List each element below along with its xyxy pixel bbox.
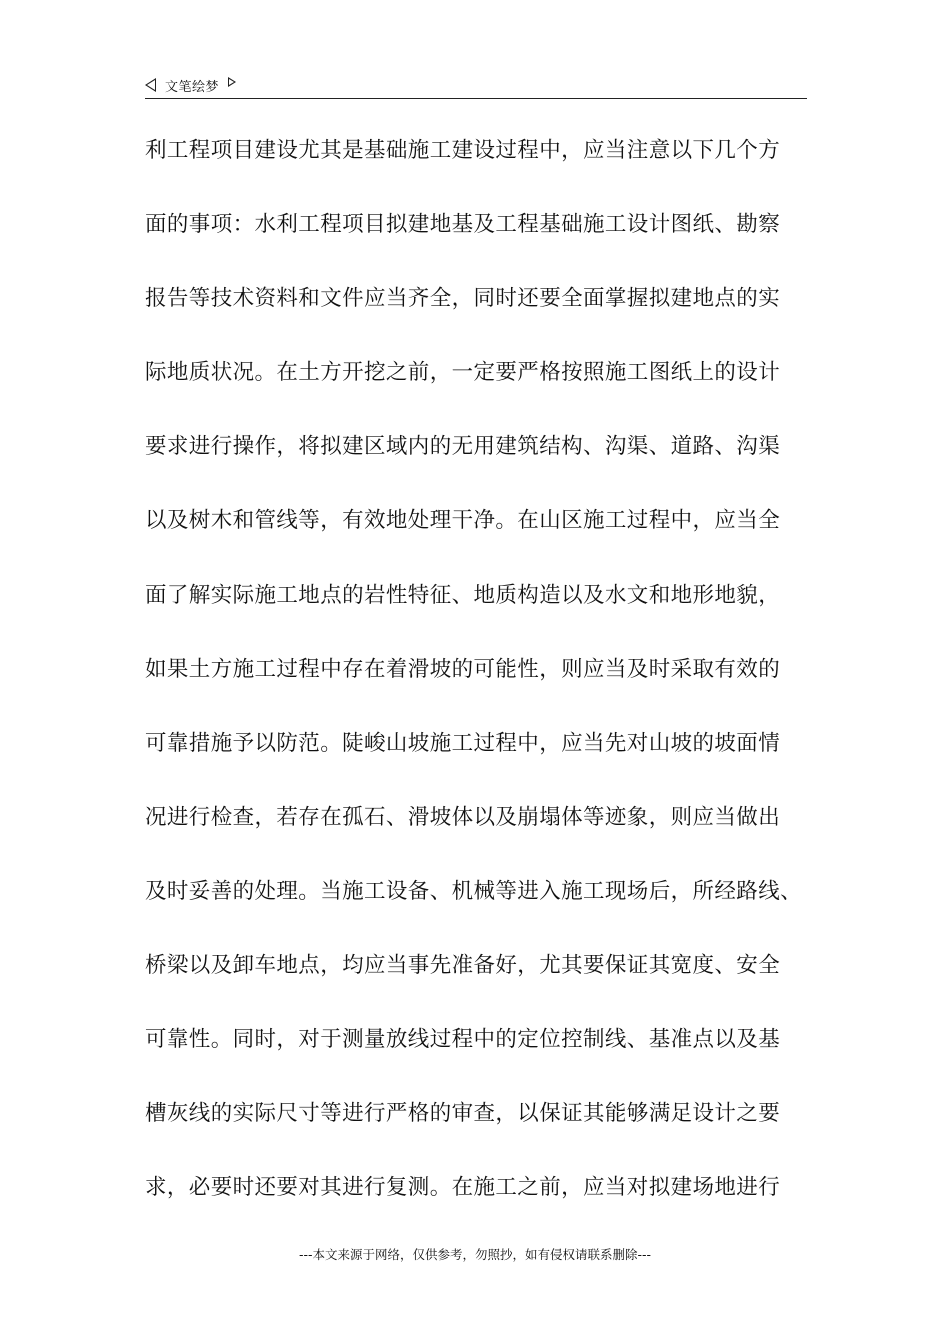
text-line: 况进行检查，若存在孤石、滑坡体以及崩塌体等迹象，则应当做出: [145, 804, 781, 830]
text-line: 可靠措施予以防范。陡峻山坡施工过程中，应当先对山坡的坡面情: [145, 730, 781, 756]
text-line: 以及树木和管线等，有效地处理干净。在山区施工过程中，应当全: [145, 508, 781, 534]
text-line: 槽灰线的实际尺寸等进行严格的审查，以保证其能够满足设计之要: [145, 1101, 781, 1127]
text-line: 可靠性。同时，对于测量放线过程中的定位控制线、基准点以及基: [145, 1027, 781, 1053]
page-footer: ---本文来源于网络，仅供参考，勿照抄，如有侵权请联系删除---: [298, 1247, 652, 1262]
text-line: 要求进行操作，将拟建区域内的无用建筑结构、沟渠、道路、沟渠: [145, 434, 781, 460]
header-row: [145, 74, 807, 96]
page-header: [145, 74, 807, 99]
right-triangle-icon: [228, 77, 236, 87]
text-line: 面的事项：水利工程项目拟建地基及工程基础施工设计图纸、勘察: [145, 212, 781, 238]
text-line: 求，必要时还要对其进行复测。在施工之前，应当对拟建场地进行: [145, 1175, 781, 1201]
text-line: 利工程项目建设尤其是基础施工建设过程中，应当注意以下几个方: [145, 138, 781, 163]
text-line: 如果土方施工过程中存在着滑坡的可能性，则应当及时采取有效的: [145, 656, 781, 682]
text-line: 面了解实际施工地点的岩性特征、地质构造以及水文和地形地貌，: [145, 582, 781, 608]
text-line: 报告等技术资料和文件应当齐全，同时还要全面掌握拟建地点的实: [145, 286, 781, 312]
text-line: 桥梁以及卸车地点，均应当事先准备好，尤其要保证其宽度、安全: [145, 953, 781, 979]
header-title: 文笔绘梦: [165, 79, 220, 95]
left-triangle-icon: [145, 78, 156, 92]
text-line: 际地质状况。在土方开挖之前，一定要严格按照施工图纸上的设计: [145, 360, 781, 386]
text-line: 及时妥善的处理。当施工设备、机械等进入施工现场后，所经路线、: [145, 878, 803, 904]
body-text: [145, 134, 825, 1245]
